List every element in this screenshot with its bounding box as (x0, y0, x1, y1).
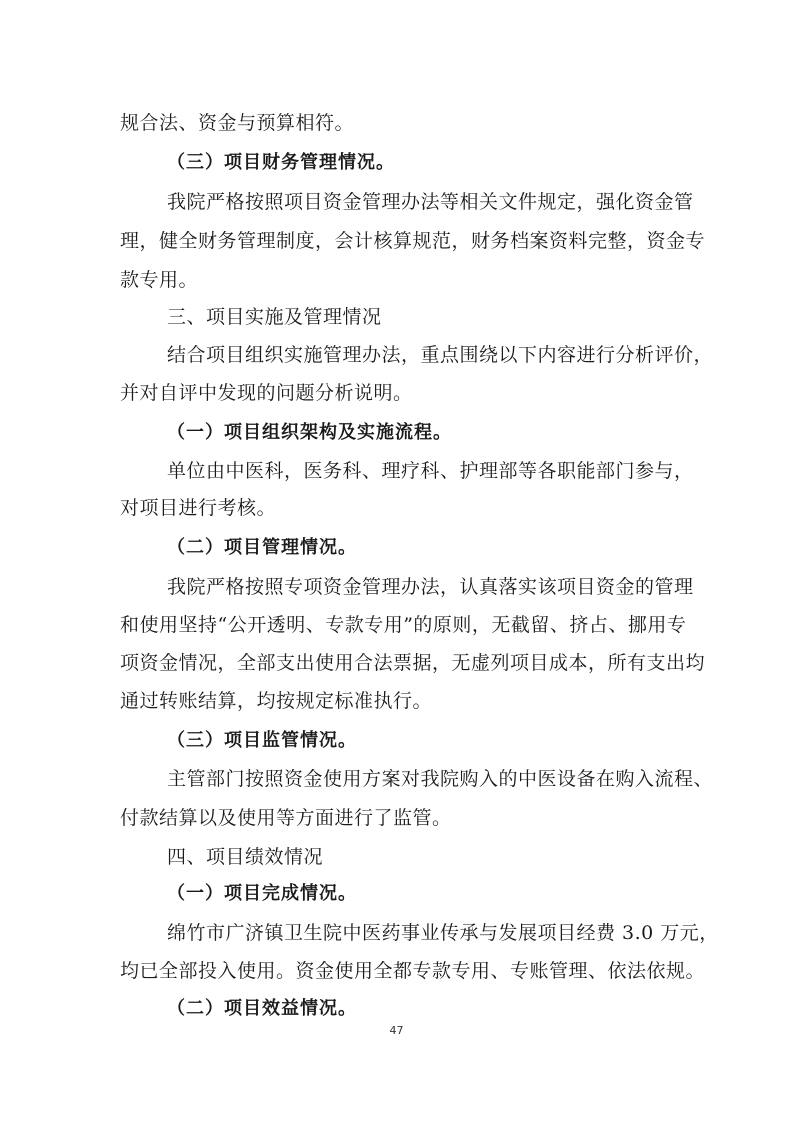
paragraph-line: 我院严格按照项目资金管理办法等相关文件规定，强化资金管 (167, 191, 694, 213)
paragraph-line: 对项目进行考核。 (120, 497, 277, 519)
paragraph-line: 和使用坚持“公开透明、专款专用”的原则，无截留、挤占、挪用专 (120, 614, 687, 636)
paragraph-line: 款专用。 (120, 269, 199, 291)
page-number: 47 (389, 1024, 404, 1037)
paragraph-line: 单位由中医科，医务科、理疗科、护理部等各职能部门参与， (167, 460, 694, 482)
paragraph-line: 付款结算以及使用等方面进行了监管。 (120, 807, 452, 829)
paragraph-line: 主管部门按照资金使用方案对我院购入的中医设备在购入流程、 (167, 768, 714, 790)
paragraph-line: 我院严格按照专项资金管理办法，认真落实该项目资金的管理 (167, 576, 694, 598)
paragraph-line: 项资金情况，全部支出使用合法票据，无虚列项目成本，所有支出均 (120, 652, 706, 674)
paragraph-line: 并对自评中发现的问题分析说明。 (120, 382, 413, 404)
subheading: （一）项目组织架构及实施流程。 (167, 422, 452, 443)
paragraph-line: 规合法、资金与预算相符。 (120, 112, 355, 134)
paragraph-line: 绵竹市广济镇卫生院中医药事业传承与发展项目经费 3.0 万元， (167, 922, 719, 944)
subheading: （一）项目完成情况。 (167, 883, 357, 904)
subheading: （三）项目监管情况。 (167, 730, 357, 751)
subheading: （三）项目财务管理情况。 (167, 152, 395, 173)
paragraph-line: 结合项目组织实施管理办法，重点围绕以下内容进行分析评价， (167, 344, 714, 366)
section-heading: 三、项目实施及管理情况 (167, 306, 382, 328)
subheading: （二）项目管理情况。 (167, 537, 357, 558)
section-heading: 四、项目绩效情况 (167, 846, 324, 868)
paragraph-line: 通过转账结算，均按规定标准执行。 (120, 690, 433, 712)
paragraph-line: 均已全部投入使用。资金使用全都专款专用、专账管理、依法依规。 (120, 960, 706, 982)
subheading: （二）项目效益情况。 (167, 998, 357, 1019)
paragraph-line: 理，健全财务管理制度，会计核算规范，财务档案资料完整，资金专 (120, 230, 706, 252)
